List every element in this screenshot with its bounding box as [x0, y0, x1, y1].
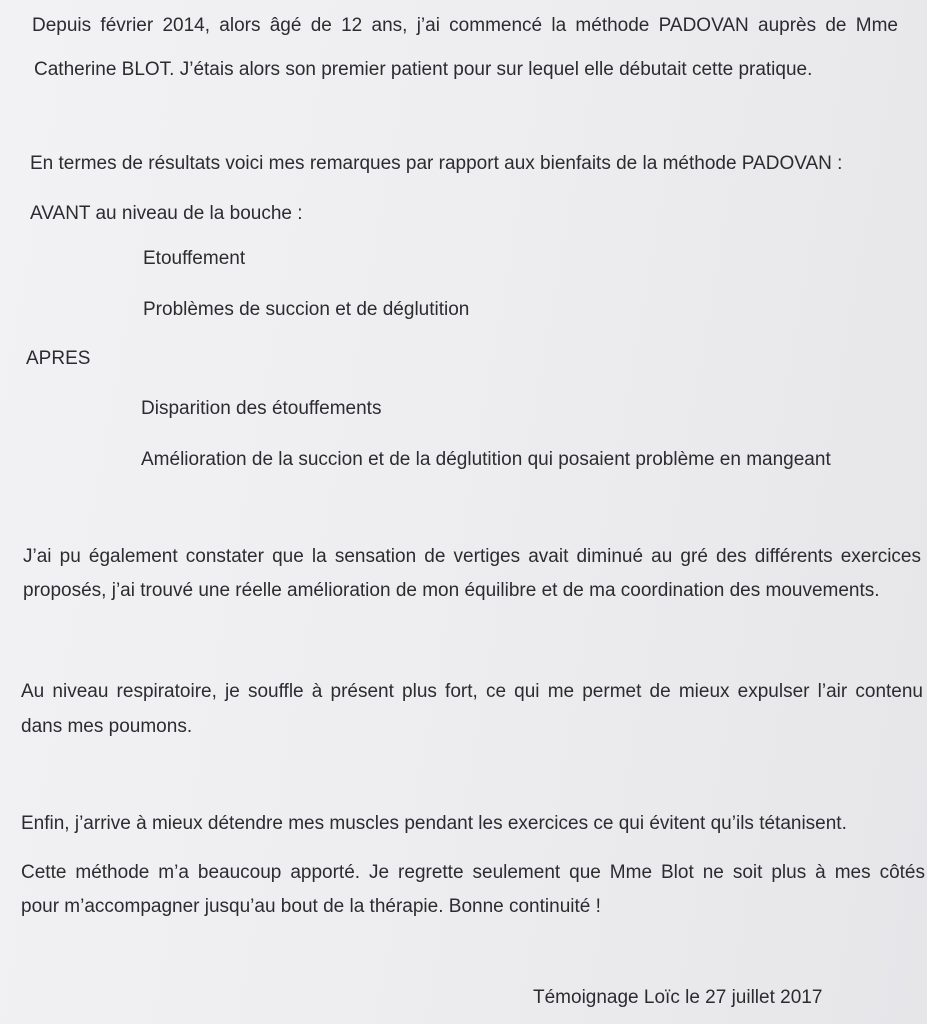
before-item-1: Etouffement	[143, 248, 246, 269]
intro-line-2: Catherine BLOT. J’étais alors son premier patient pour sur lequel elle débutait cette pratique.	[34, 59, 813, 80]
before-heading: AVANT au niveau de la bouche :	[30, 203, 303, 224]
after-item-2: Amélioration de la succion et de la déglutition qui posaient problème en mangeant	[141, 449, 831, 470]
intro-line-1: Depuis février 2014, alors âgé de 12 ans, j’ai commencé la méthode PADOVAN auprès de Mme	[32, 15, 898, 36]
breathing-line-1: Au niveau respiratoire, je souffle à présent plus fort, ce qui me permet de mieux expulser l’air contenu	[21, 681, 923, 702]
results-heading: En termes de résultats voici mes remarques par rapport aux bienfaits de la méthode PADOVAN :	[30, 153, 843, 174]
closing-line-1: Cette méthode m’a beaucoup apporté. Je regrette seulement que Mme Blot ne soit plus à mes côtés	[21, 862, 925, 883]
vertigo-line-1: J’ai pu également constater que la sensation de vertiges avait diminué au gré des différents exercices	[23, 546, 921, 567]
after-heading: APRES	[26, 348, 91, 369]
closing-line-2: pour m’accompagner jusqu’au bout de la thérapie. Bonne continuité !	[21, 896, 601, 917]
muscles-paragraph: Enfin, j’arrive à mieux détendre mes muscles pendant les exercices ce qui évitent qu’ils tétanisent.	[21, 813, 847, 834]
after-item-1: Disparition des étouffements	[141, 398, 382, 419]
before-item-2: Problèmes de succion et de déglutition	[143, 299, 470, 320]
vertigo-line-2: proposés, j’ai trouvé une réelle amélioration de mon équilibre et de ma coordination des mouvements.	[23, 580, 880, 601]
breathing-line-2: dans mes poumons.	[21, 716, 193, 737]
signature-line: Témoignage Loïc le 27 juillet 2017	[533, 987, 823, 1008]
